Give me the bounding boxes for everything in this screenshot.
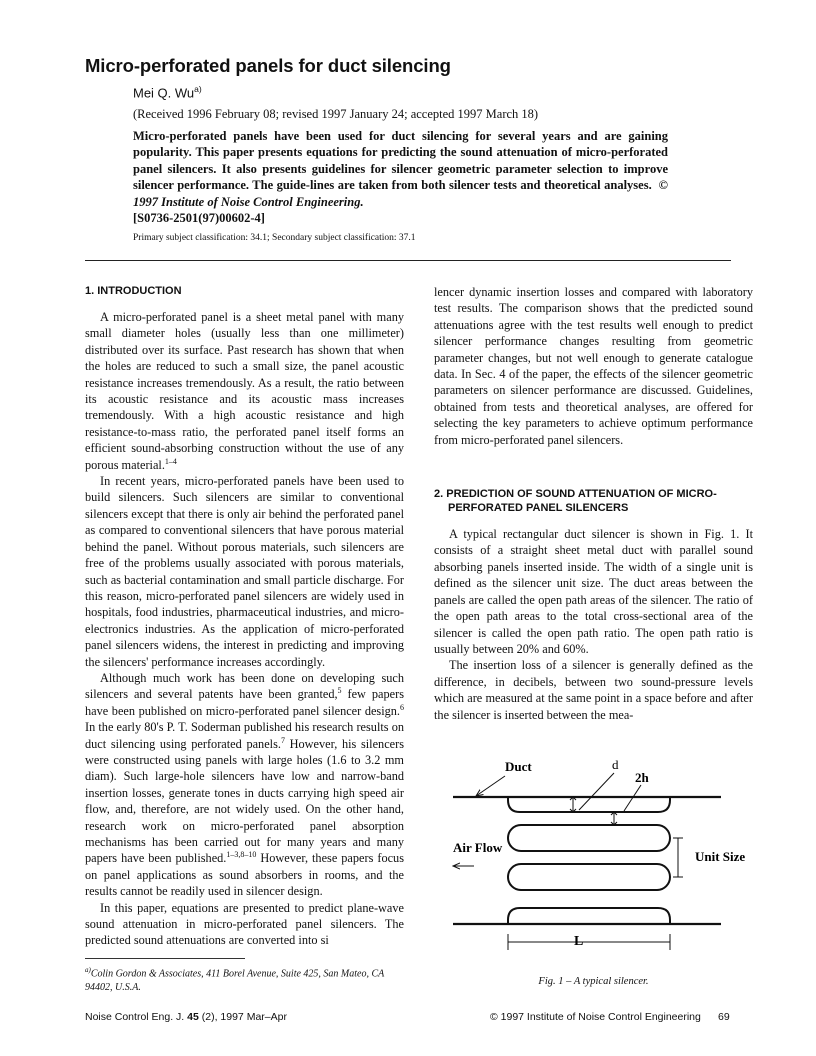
citation: 1–3,8–10	[226, 850, 257, 860]
footnote	[85, 964, 405, 994]
duct-pointer	[476, 776, 505, 796]
label-2h: 2h	[635, 770, 649, 785]
left-column	[85, 284, 404, 949]
subject-classification: Primary subject classification: 34.1; Secondary subject classification: 37.1	[133, 233, 416, 243]
citation: 6	[400, 702, 404, 712]
abstract-copyright: © 1997 Institute of Noise Control Engineering.	[133, 178, 668, 209]
panel-half-bottom	[508, 908, 670, 924]
doi: [S0736-2501(97)00602-4]	[133, 211, 265, 226]
panel-full	[508, 825, 670, 851]
paragraph-text: However, these papers focus on panel applications as sound absorbers in rooms, and the results cannot be readily used in silencer design.	[85, 851, 404, 899]
footer-journal	[85, 1011, 287, 1023]
paragraph-continuation: lencer dynamic insertion losses and compared with laboratory test results. The comparison shows that the predicted sound attenuations agree with the test results well enough to predict silencer performance changes resulting from geometric parameter changes, but not well enough to generate catalogue data. In Sec. 4 of the paper, the effects of the silencer geometric parameters on silencer performance are discussed. Guidelines, obtained from tests and theoretical analyses, are offered for selecting the key parameters to achieve optimum performance from micro-perforated panel silencers.	[434, 285, 753, 447]
paper-title: Micro-perforated panels for duct silencing	[85, 55, 451, 76]
d-pointer	[579, 773, 614, 810]
footnote-text: Colin Gordon & Associates, 411 Borel Avenue, Suite 425, San Mateo, CA 94402, U.S.A.	[85, 968, 385, 993]
issue-date: (2), 1997 Mar–Apr	[201, 1011, 287, 1023]
author-line	[133, 84, 202, 100]
figure-caption: Fig. 1 – A typical silencer.	[538, 976, 649, 987]
received-dates: (Received 1996 February 08; revised 1997 January 24; accepted 1997 March 18)	[133, 107, 539, 121]
citation: 5	[337, 686, 342, 696]
right-column	[434, 284, 753, 723]
paragraph	[85, 670, 404, 900]
paragraph-text: However, his silencers were constructed using panels with large holes (1.6 to 3.2 mm diam). Such large-hole silencers have low and narrow-band insertion losses, generate tones in ducts carrying high speed air flow, and, therefore, are not widely used. On the other hand, research work on micro-perforated panel absorption mechanisms has been carried out for many years and many papers have been published.	[85, 736, 404, 866]
abstract	[133, 128, 668, 226]
author-name: Mei Q. Wu	[133, 85, 195, 101]
paragraph: A typical rectangular duct silencer is shown in Fig. 1. It consists of a straight sheet metal duct with parallel sound absorbing panels inserted inside. The width of a single unit is defined as the silencer unit size. The duct areas between the panels are called the open path areas of the silencer. The ratio of the open path areas to the total cross-sectional area of the silencer is called the open path ratio. The open path ratio is usually between 20% and 60%.	[434, 527, 753, 656]
footnote-divider	[85, 958, 245, 959]
section-heading-prediction: 2. PREDICTION OF SOUND ATTENUATION OF MICRO-PERFORATED PANEL SILENCERS	[434, 488, 717, 515]
silencer-diagram	[448, 752, 758, 962]
label-air-flow: Air Flow	[453, 840, 503, 855]
author-note-marker: a)	[194, 84, 202, 94]
citation: 7	[280, 735, 285, 745]
page-number: 69	[718, 1011, 730, 1023]
header-divider	[85, 260, 731, 261]
label-duct: Duct	[505, 759, 532, 774]
panel-full	[508, 864, 670, 890]
label-unit-size: Unit Size	[695, 849, 746, 864]
footnote-marker: a)	[85, 966, 91, 974]
paragraph	[85, 309, 404, 473]
paragraph-text: Although much work has been done on developing such silencers and several patents have been granted,	[85, 670, 404, 702]
label-d: d	[612, 757, 619, 772]
paragraph-text: few papers have been published on micro-perforated panel silencer design.	[85, 687, 404, 718]
volume: 45	[187, 1011, 199, 1023]
paragraph-text: A micro-perforated panel is a sheet metal panel with many small diameter holes (usually less than one millimeter) distributed over its surface. Past research has shown that when the holes are reduced to such a small size, the panel acoustic resistance increases tremendously. As a result, the ratio between its acoustic resistance and its acoustic mass increases tremendously. With a high acoustic resistance and high resistance-to-mass ratio, the perforated panel itself forms an efficient sound-absorbing construction without the use of any porous material.	[85, 310, 404, 472]
footer-copyright: © 1997 Institute of Noise Control Engineering	[490, 1011, 701, 1023]
paragraph: In this paper, equations are presented to predict plane-wave sound attenuation in micro-perforated panel silencers. The predicted sound attenuations are converted into si	[85, 900, 404, 948]
paragraph: In recent years, micro-perforated panels have been used to build silencers. Such silencers are similar to conventional silencers except that there is only air behind the perforated panel as compared to conventional silencers that have porous material behind the panel. Without porous materials, such silencers are free of the problems usually associated with porous materials, such as bacterial contamination and small particle discharge. For this reason, micro-perforated panel silencers are widely used in hospitals, food industries, pharmaceutical industries, and micro-electronics industries. As the application of micro-perforated panel silencers widens, the interest in predicting and improving the silencers' performance increases accordingly.	[85, 474, 404, 669]
citation: 1–4	[164, 456, 177, 466]
section-heading-introduction: 1. INTRODUCTION	[85, 285, 182, 297]
abstract-text: Micro-perforated panels have been used for duct silencing for several years and are gaining popularity. This paper presents equations for predicting the sound attenuation of micro-perforated panel silencers. It also presents guidelines for silencer geometric parameter selection to improve silencer performance. The guide-lines are taken from both silencer tests and theoretical analyses.	[133, 129, 668, 193]
journal-name: Noise Control Eng. J.	[85, 1011, 185, 1023]
label-length: L	[574, 934, 584, 949]
paragraph-text: In the early 80's P. T. Soderman published his research results on duct silencing using perforated panels.	[85, 720, 404, 751]
paragraph: The insertion loss of a silencer is generally defined as the difference, in decibels, between two sound-pressure levels which are measured at the same point in a space before and after the silencer is inserted between the mea-	[434, 658, 753, 722]
